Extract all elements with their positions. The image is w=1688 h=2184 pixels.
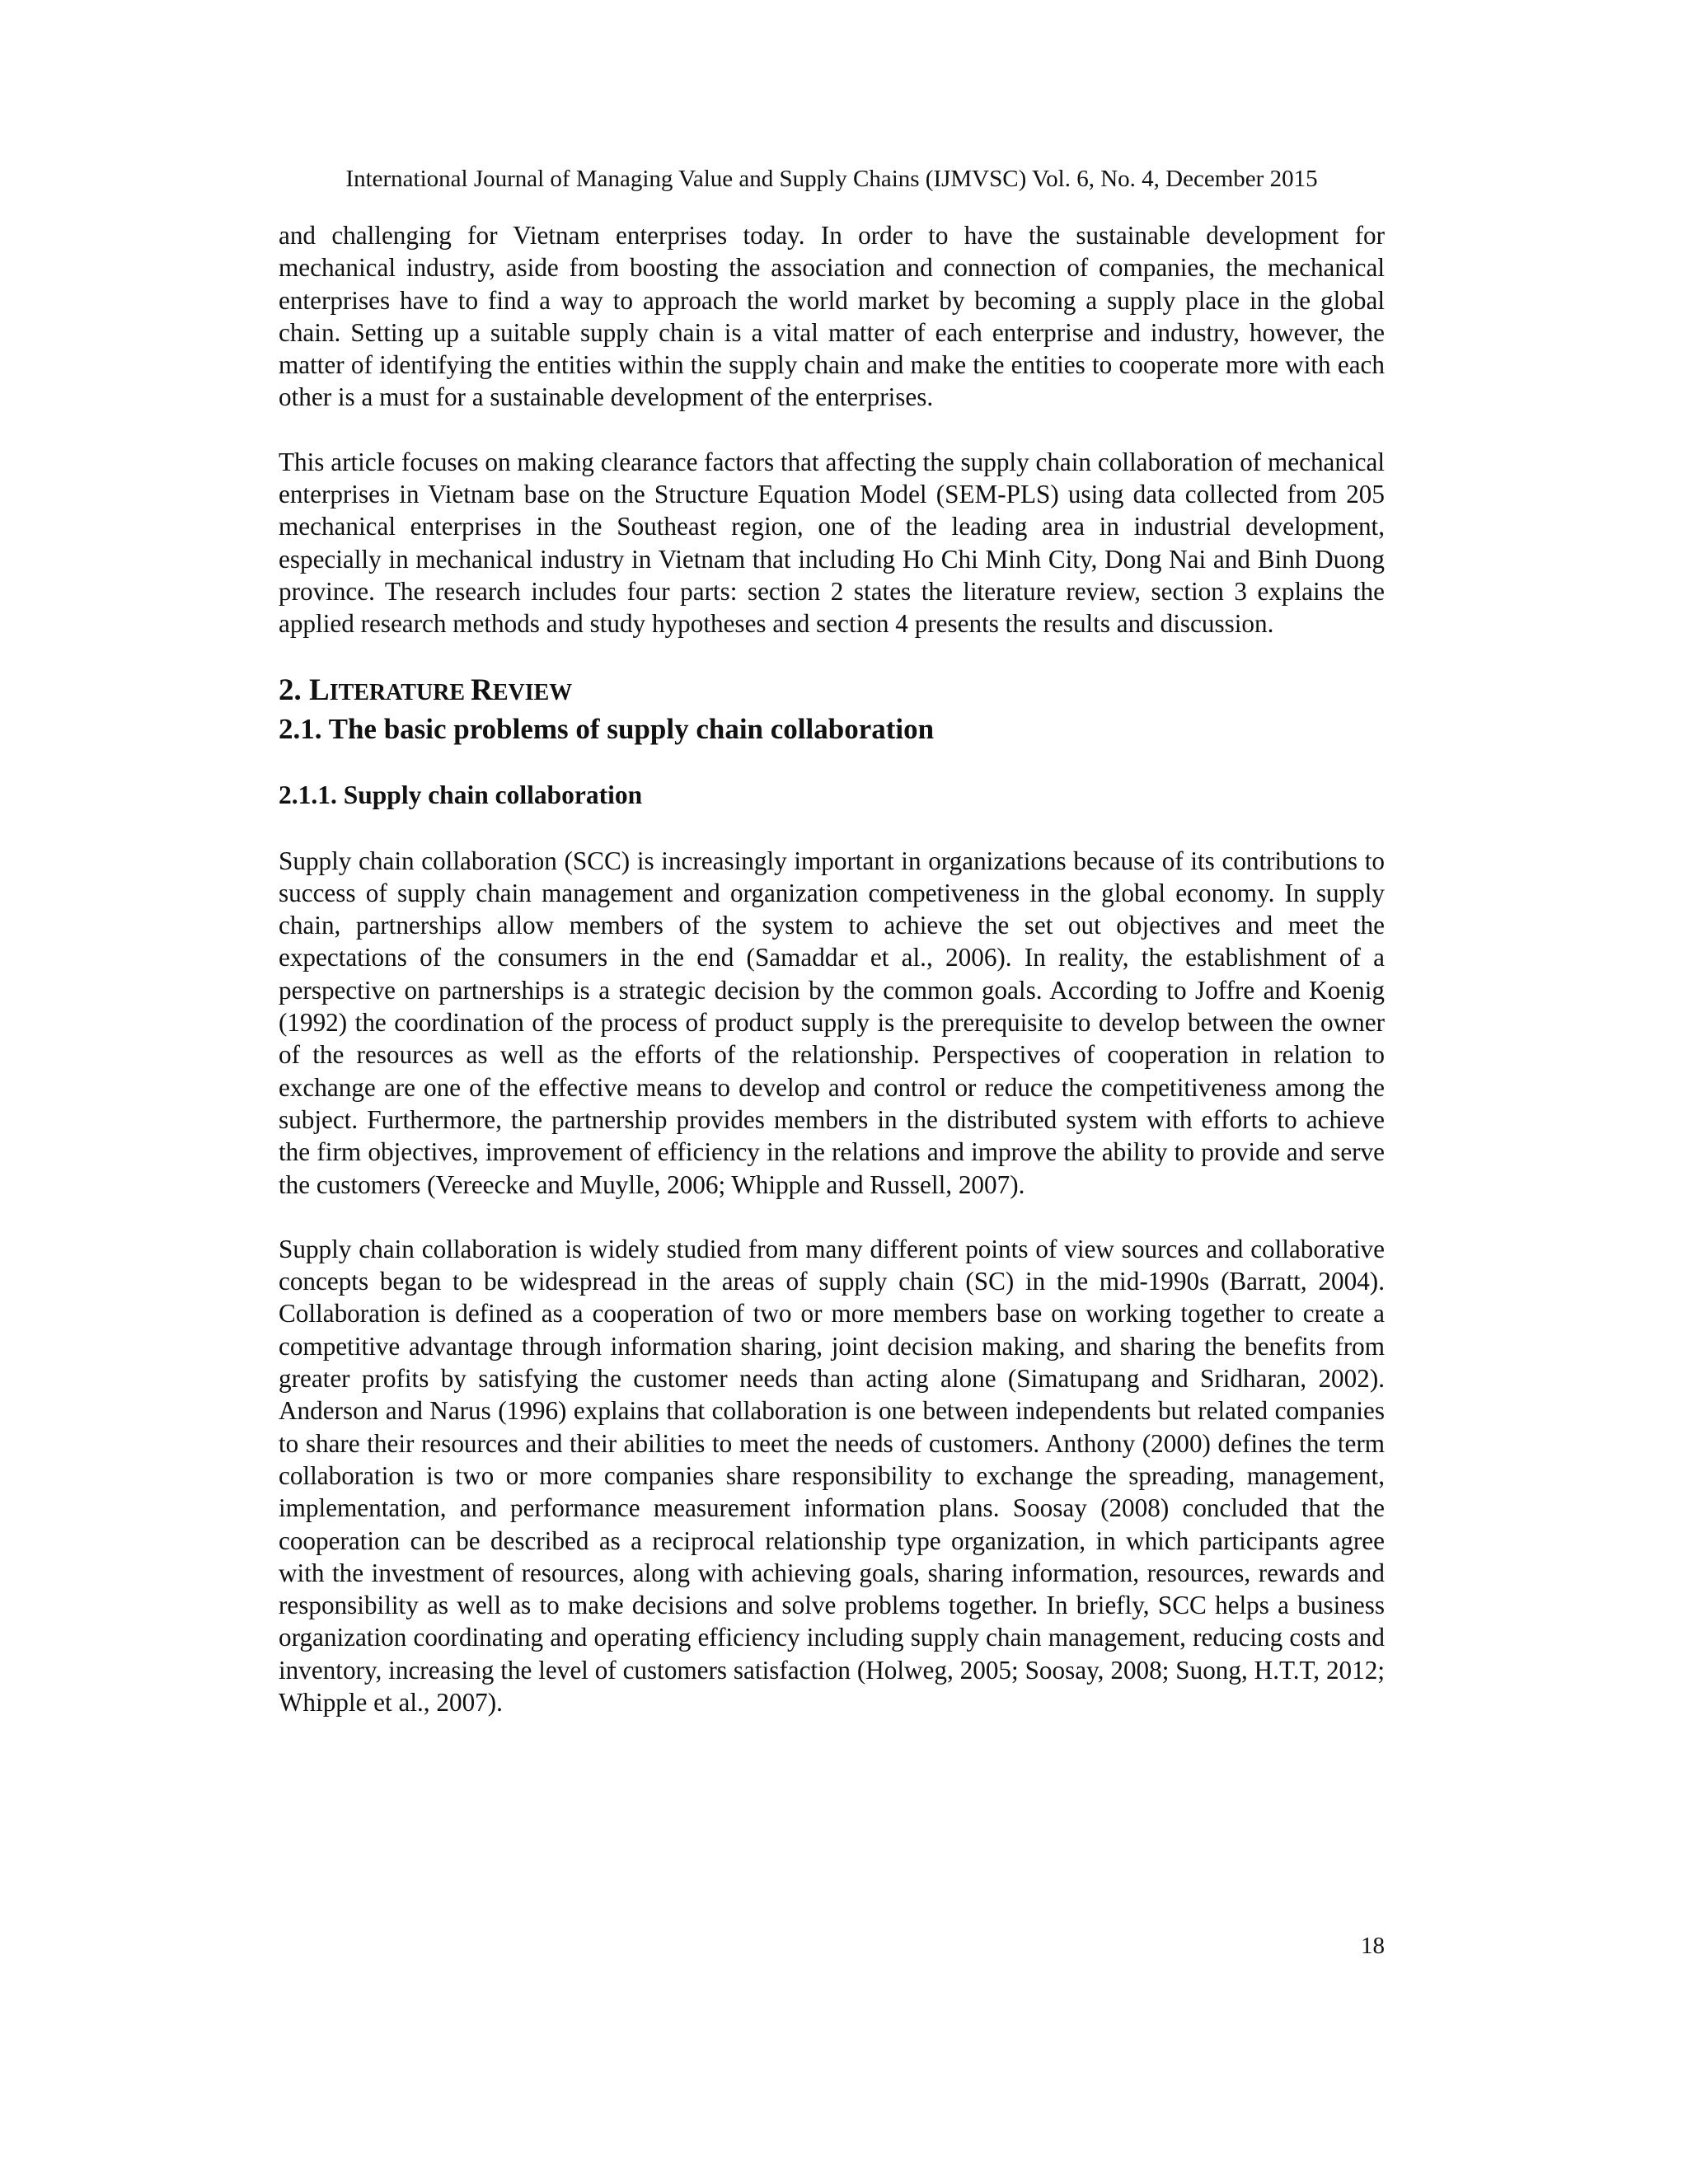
- section-number: 2.: [279, 673, 302, 707]
- intro-paragraph-1: and challenging for Vietnam enterprises today. In order to have the sustainable development for mechanical industry, aside from boosting the association and connection of companies, the mechanical enterprises have to find a way to approach the world market by becoming a supply place in the global chain. Setting up a suitable supply chain is a vital matter of each enterprise and industry, however, the matter of identifying the entities within the supply chain and make the entities to cooperate more with each other is a must for a sustainable development of the enterprises.: [279, 221, 1385, 412]
- section-heading: [279, 673, 1385, 711]
- subsubsection-heading: 2.1.1. Supply chain collaboration: [279, 780, 643, 809]
- section-title-small-caps-1: ITERATURE: [329, 679, 471, 705]
- body-paragraph-2: Supply chain collaboration is widely studied from many different points of view sources and collaborative concepts began to be widespread in the areas of supply chain (SC) in the mid-1990s (Barratt, 2004). Collaboration is defined as a cooperation of two or more members base on working together to create a competitive advantage through information sharing, joint decision making, and sharing the benefits from greater profits by satisfying the customer needs than acting alone (Simatupang and Sridharan, 2002). Anderson and Narus (1996) explains that collaboration is one between independents but related companies to share their resources and their abilities to meet the needs of customers. Anthony (2000) defines the term collaboration is two or more companies share responsibility to exchange the spreading, management, implementation, and performance measurement information plans. Soosay (2008) concluded that the cooperation can be described as a reciprocal relationship type organization, in which participants agree with the investment of resources, along with achieving goals, sharing information, resources, rewards and responsibility as well as to make decisions and solve problems together. In briefly, SCC helps a business organization coordinating and operating efficiency including supply chain management, reducing costs and inventory, increasing the level of customers satisfaction (Holweg, 2005; Soosay, 2008; Suong, H.T.T, 2012; Whipple et al., 2007).: [279, 1234, 1385, 1717]
- section-title-small-caps-2: EVIEW: [492, 679, 573, 705]
- section-title-initial-r: R: [471, 673, 493, 707]
- subsection-heading: 2.1. The basic problems of supply chain collaboration: [279, 712, 935, 745]
- body-paragraph-1: Supply chain collaboration (SCC) is increasingly important in organizations because of its contributions to success of supply chain management and organization competiveness in the global economy. In supply chain, partnerships allow members of the system to achieve the set out objectives and meet the expectations of the consumers in the end (Samaddar et al., 2006). In reality, the establishment of a perspective on partnerships is a strategic decision by the common goals. According to Joffre and Koenig (1992) the coordination of the process of product supply is the prerequisite to develop between the owner of the resources as well as the efforts of the relationship. Perspectives of cooperation in relation to exchange are one of the effective means to develop and control or reduce the competitiveness among the subject. Furthermore, the partnership provides members in the distributed system with efforts to achieve the firm objectives, improvement of efficiency in the relations and improve the ability to provide and serve the customers (Vereecke and Muylle, 2006; Whipple and Russell, 2007).: [279, 846, 1385, 1199]
- running-header: International Journal of Managing Value and Supply Chains (IJMVSC) Vol. 6, No. 4, December 2015: [345, 166, 1318, 192]
- body-column: [279, 219, 1385, 1718]
- section-title-initial-l: L: [309, 673, 330, 707]
- page-number: 18: [1361, 1933, 1385, 1959]
- intro-paragraph-2: This article focuses on making clearance factors that affecting the supply chain collaboration of mechanical enterprises in Vietnam base on the Structure Equation Model (SEM-PLS) using data collected from 205 mechanical enterprises in the Southeast region, one of the leading area in industrial development, especially in mechanical industry in Vietnam that including Ho Chi Minh City, Dong Nai and Binh Duong province. The research includes four parts: section 2 states the literature review, section 3 explains the applied research methods and study hypotheses and section 4 presents the results and discussion.: [279, 447, 1385, 639]
